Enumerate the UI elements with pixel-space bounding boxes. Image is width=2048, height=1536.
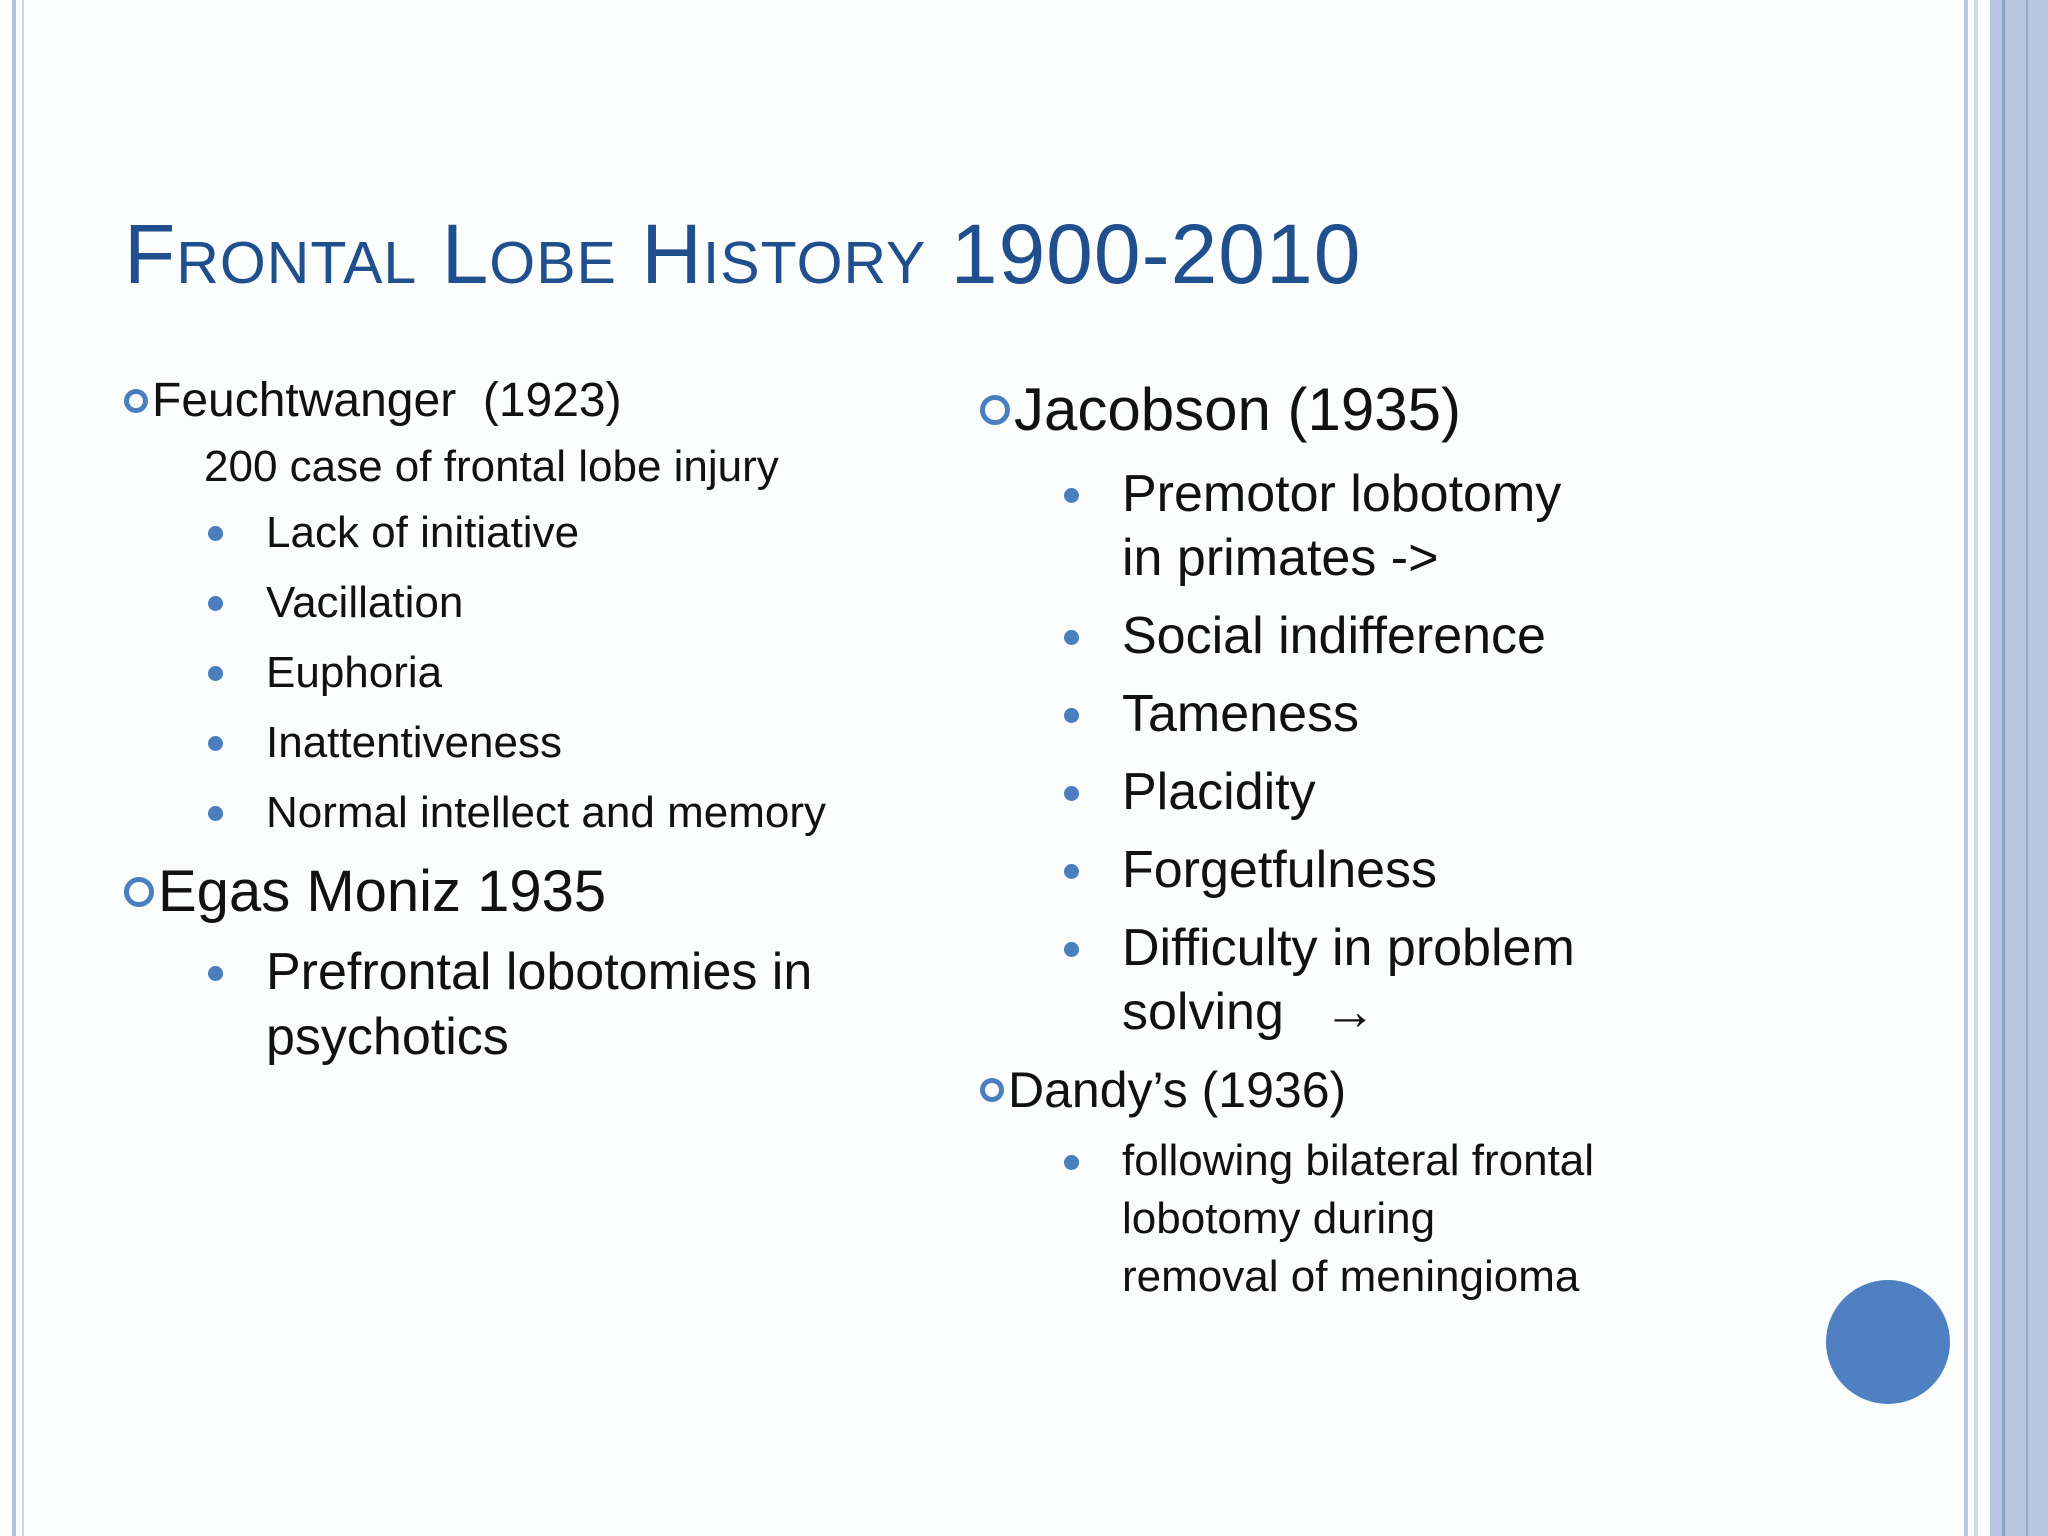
list-item <box>124 568 964 638</box>
bullet-dot-icon <box>208 806 223 821</box>
section-heading-row <box>124 854 964 930</box>
right-column <box>980 372 1780 1306</box>
section-subline: 200 case of frontal lobe injury <box>204 442 779 491</box>
bullet-dot-icon <box>1064 864 1079 879</box>
bullet-dot-icon <box>1064 942 1079 957</box>
right-arrow-icon: → <box>1323 983 1376 1041</box>
bullet-dot-icon <box>1064 786 1079 801</box>
section-heading-row <box>980 1058 1780 1122</box>
ring-bullet-icon <box>124 389 148 413</box>
list-item-text: Forgetfulness <box>1122 841 1438 899</box>
list-item <box>980 682 1580 746</box>
section-egas-moniz <box>124 854 964 1070</box>
list-item <box>980 916 1580 1044</box>
stripe-band <box>1990 0 2048 1536</box>
list-item-text: Lack of initiative <box>266 508 580 557</box>
left-edge-line-thin <box>22 0 24 1536</box>
ring-bullet-icon <box>980 1078 1004 1102</box>
bullet-dot-icon <box>208 666 223 681</box>
section-heading: Egas Moniz 1935 <box>158 859 607 924</box>
list-item-text: Premotor lobotomy in primates -> <box>1122 465 1562 587</box>
list-item-text: Normal intellect and memory <box>266 788 826 837</box>
bullet-list <box>980 1132 1600 1306</box>
list-item <box>980 838 1580 902</box>
bullet-dot-icon <box>208 526 223 541</box>
decorative-circle <box>1826 1280 1950 1404</box>
stripe <box>1974 0 1978 1536</box>
bullet-dot-icon <box>208 596 223 611</box>
left-column <box>124 370 964 1070</box>
section-heading: Jacobson (1935) <box>1014 376 1461 443</box>
list-item-text: following bilateral frontal lobotomy during removal of meningioma <box>1122 1136 1595 1301</box>
bullet-list <box>124 498 964 848</box>
list-item-text: Placidity <box>1122 763 1316 821</box>
bullet-dot-icon <box>208 966 223 981</box>
bullet-list <box>980 462 1580 1044</box>
section-heading: Feuchtwanger (1923) <box>152 374 622 427</box>
bullet-dot-icon <box>208 736 223 751</box>
bullet-dot-icon <box>1064 1155 1079 1170</box>
list-item <box>124 940 844 1070</box>
ring-bullet-icon <box>980 395 1010 425</box>
bullet-list <box>124 940 844 1070</box>
section-jacobson <box>980 372 1780 1044</box>
list-item-text: Prefrontal lobotomies in psychotics <box>266 943 813 1066</box>
list-item <box>980 462 1580 590</box>
list-item-text: Social indifference <box>1122 607 1546 665</box>
stripe <box>2002 0 2005 1536</box>
list-item <box>980 1132 1600 1306</box>
list-item-text: Euphoria <box>266 648 443 697</box>
list-item <box>124 778 964 848</box>
bullet-dot-icon <box>1064 708 1079 723</box>
list-item-text: Vacillation <box>266 578 464 627</box>
list-item <box>980 760 1580 824</box>
list-item <box>124 708 964 778</box>
right-decorative-stripes <box>1964 0 2048 1536</box>
list-item-text: Inattentiveness <box>266 718 562 767</box>
list-item-text: Difficulty in problem solving <box>1122 919 1575 1041</box>
stripe <box>1964 0 1968 1536</box>
list-item <box>980 604 1580 668</box>
bullet-dot-icon <box>1064 630 1079 645</box>
list-item <box>124 638 964 708</box>
section-heading-row <box>124 370 964 432</box>
bullet-dot-icon <box>1064 488 1079 503</box>
list-item <box>124 498 964 568</box>
list-item-text: Tameness <box>1122 685 1359 743</box>
ring-bullet-icon <box>124 877 154 907</box>
section-dandy <box>980 1058 1780 1306</box>
slide-title: Frontal Lobe History 1900-2010 <box>124 207 1362 301</box>
section-heading-row <box>980 372 1780 448</box>
left-edge-line <box>12 0 16 1536</box>
section-heading: Dandy’s (1936) <box>1008 1062 1347 1118</box>
section-feuchtwanger <box>124 370 964 848</box>
stripe <box>2026 0 2028 1536</box>
